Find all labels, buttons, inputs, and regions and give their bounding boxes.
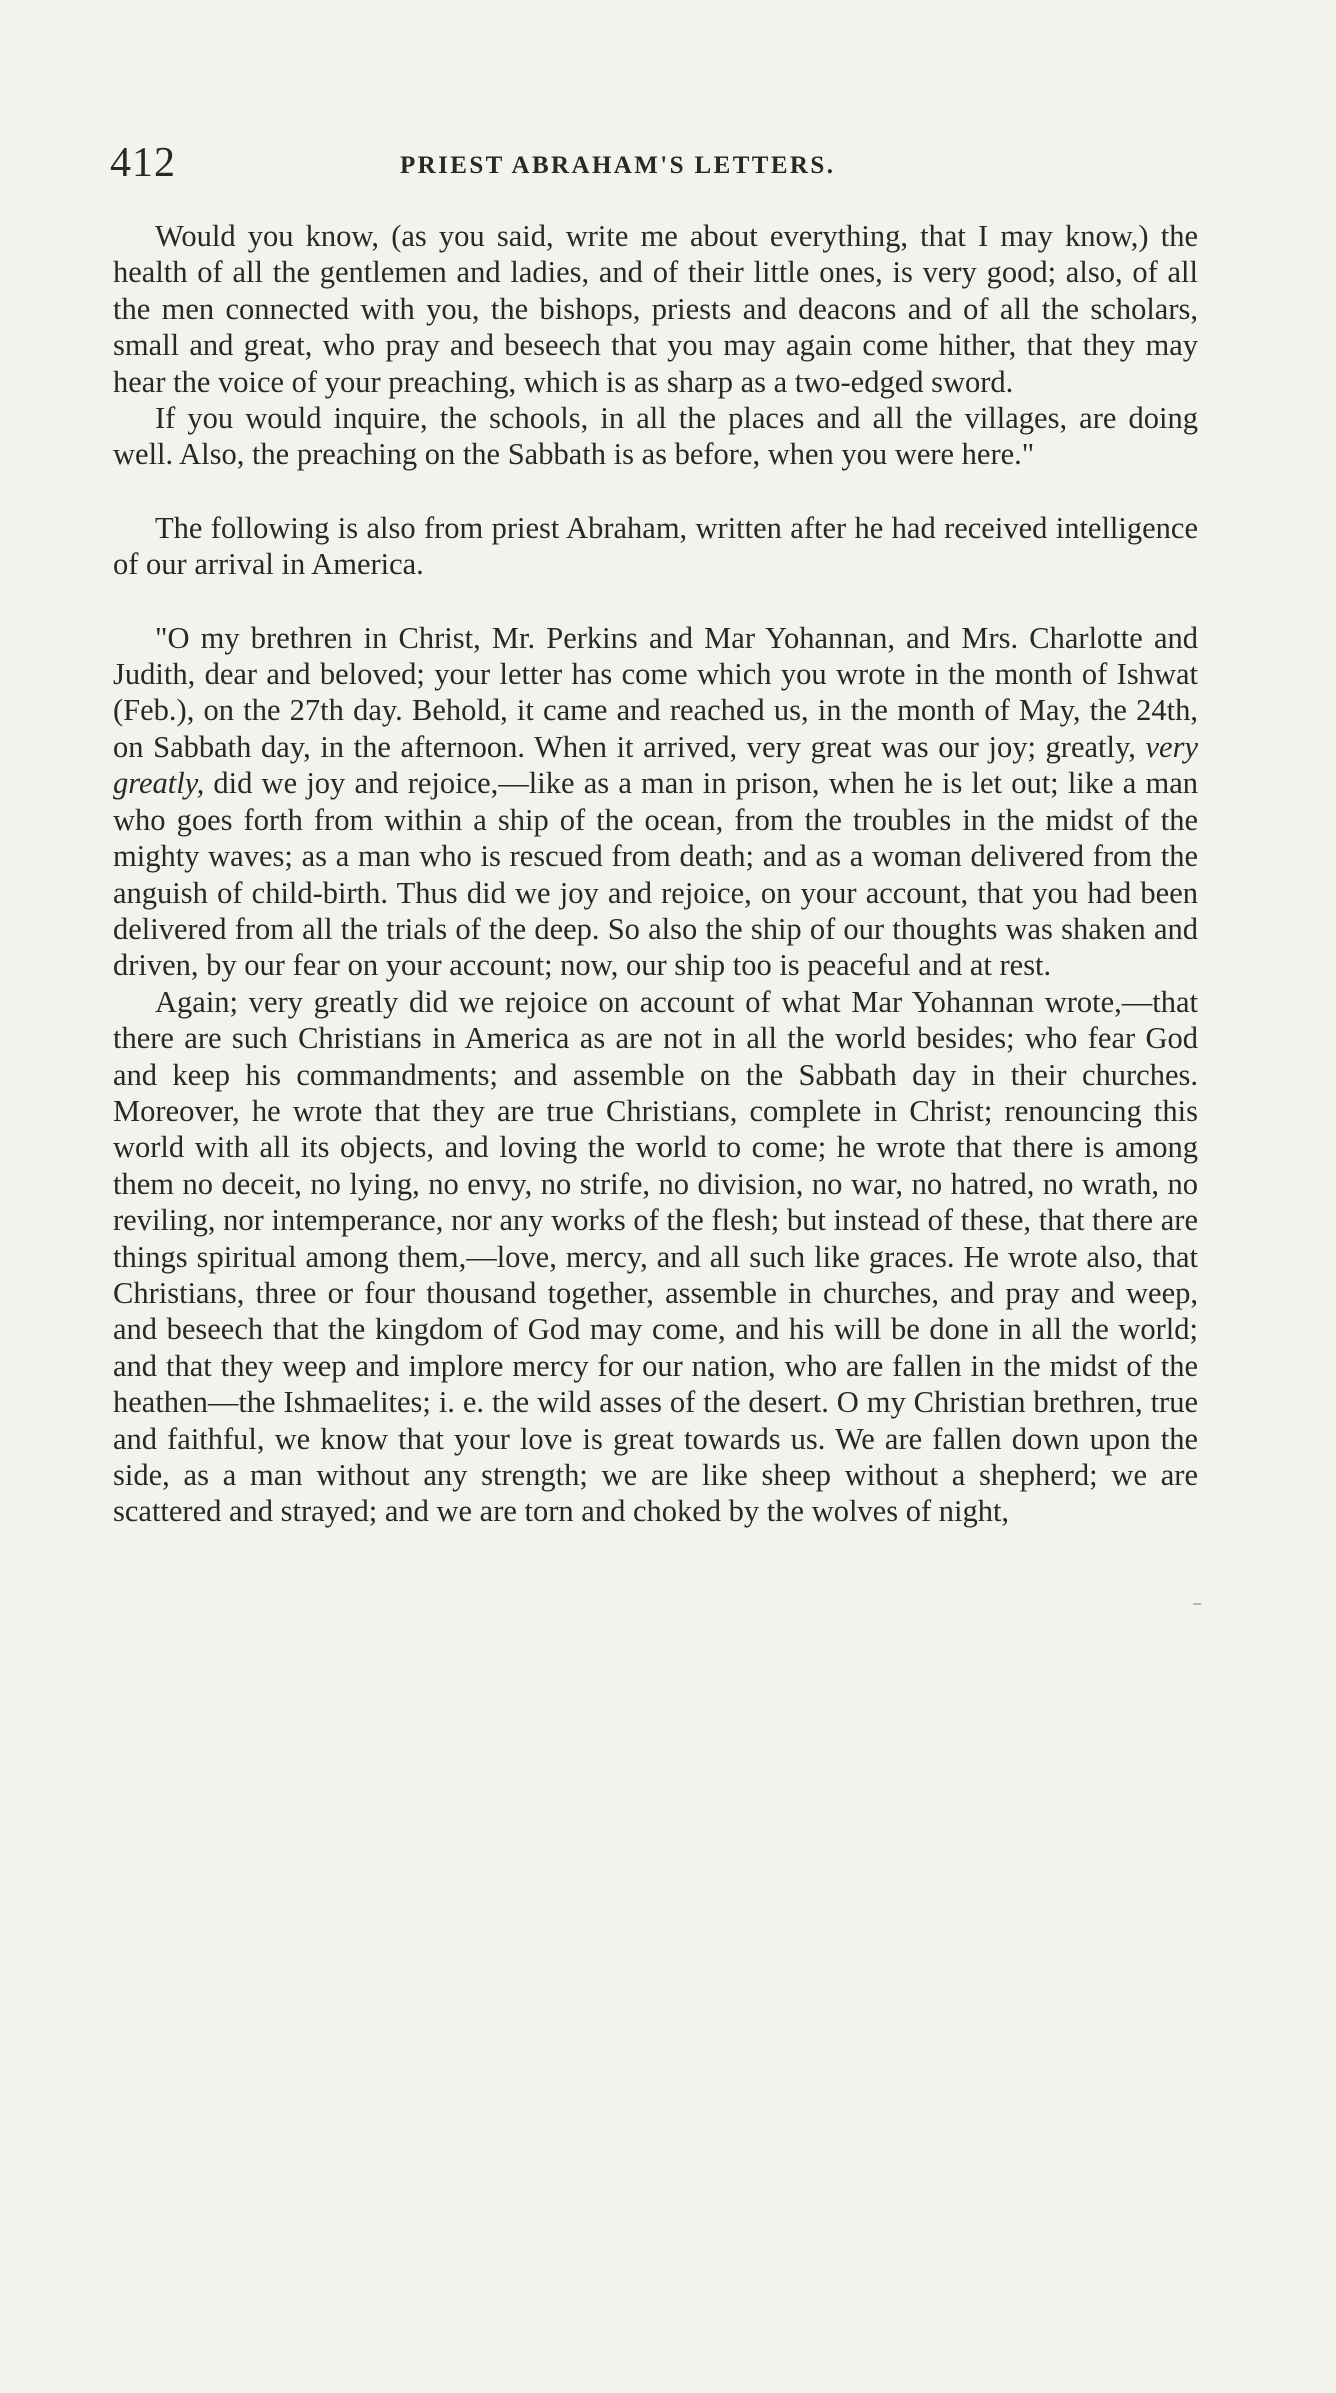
- paragraph-5: Again; very greatly did we rejoice on account of what Mar Yohannan wrote,—that there are such Christians in America as are not in all the world besides; who fear God and keep his commandments; and assemble on the Sabbath day in their churches. Moreover, he wrote that they are true Christians, complete in Christ; renouncing this world with all its objects, and loving the world to come; he wrote that there is among them no deceit, no lying, no envy, no strife, no division, no war, no hatred, no wrath, no reviling, nor intemperance, nor any works of the flesh; but instead of these, that there are things spiritual among them,—love, mercy, and all such like graces. He wrote also, that Christians, three or four thousand together, assemble in churches, and pray and weep, and beseech that the kingdom of God may come, and his will be done in all the world; and that they weep and implore mercy for our nation, who are fallen in the midst of the heathen—the Ishmaelites; i. e. the wild asses of the desert. O my Christian brethren, true and faithful, we know that your love is great towards us. We are fallen down upon the side, as a man without any strength; we are like sheep without a shepherd; we are scattered and strayed; and we are torn and choked by the wolves of night,: [113, 984, 1198, 1529]
- margin-mark: [1193, 1603, 1201, 1605]
- paragraph-2: If you would inquire, the schools, in all the places and all the villages, are doing well. Also, the preaching on the Sabbath is as before, when you were here.": [113, 401, 1198, 472]
- page-header: [110, 138, 1190, 188]
- paragraph-1: Would you know, (as you said, write me about everything, that I may know,) the health of all the gentlemen and ladies, and of their little ones, is very good; also, of all the men connected with you, the bishops, priests and deacons and of all the scholars, small and great, who pray and beseech that you may again come hither, that they may hear the voice of your preaching, which is as sharp as a two-edged sword.: [113, 219, 1198, 399]
- page-number: 412: [110, 140, 176, 186]
- paragraph-4-italic: very greatly,: [113, 729, 1198, 801]
- paragraph-3: The following is also from priest Abraham, written after he had received intelligence of our arrival in America.: [113, 510, 1198, 582]
- paragraph-4-end: did we joy and rejoice,—like as a man in prison, when he is let out; like a man who goes forth from within a ship of the ocean, from the troubles in the midst of the mighty waves; as a man who is rescued from death; and as a woman delivered from the anguish of child-birth. Thus did we joy and rejoice, on your account, that you had been delivered from all the trials of the deep. So also the ship of our thoughts was shaken and driven, by our fear on your account; now, our ship too is peaceful and at rest.: [113, 766, 1198, 983]
- body-text: [113, 218, 1198, 1530]
- running-title: PRIEST ABRAHAM'S LETTERS.: [400, 152, 836, 179]
- paragraph-4: [113, 620, 1198, 984]
- paragraph-4-start: "O my brethren in Christ, Mr. Perkins and Mar Yohannan, and Mrs. Charlotte and Judith, dear and beloved; your letter has come which you wrote in the month of Ishwat (Feb.), on the 27th day. Behold, it came and reached us, in the month of May, the 24th, on Sabbath day, in the afternoon. When it arrived, very great was our joy; greatly,: [113, 620, 1198, 764]
